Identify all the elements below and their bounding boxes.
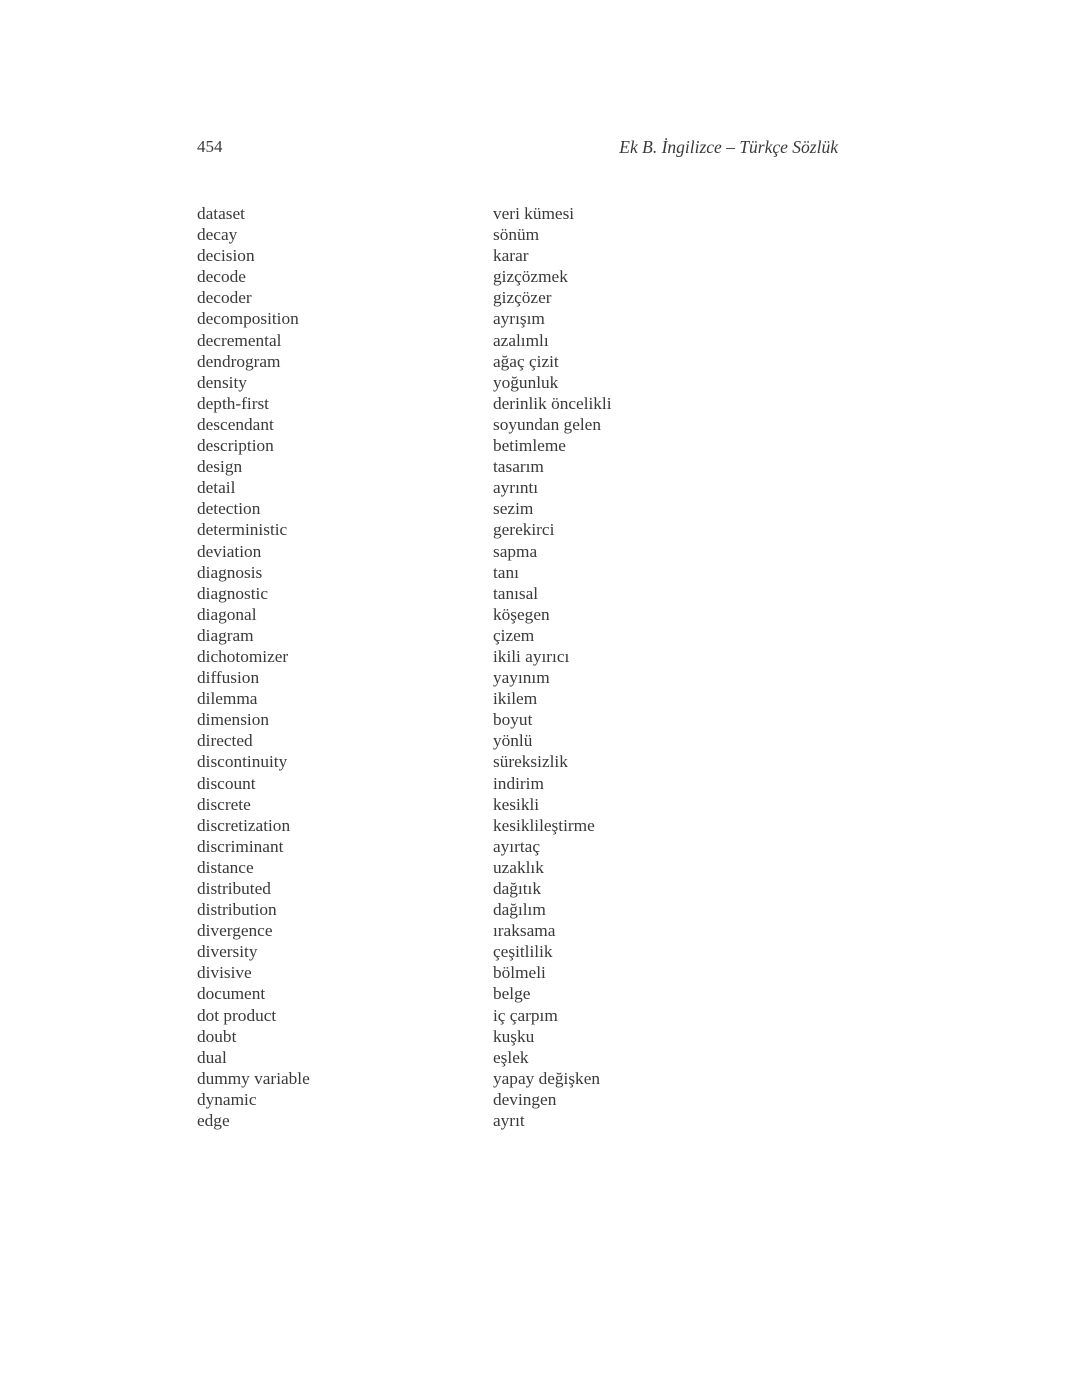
glossary-entry <box>197 688 897 709</box>
english-term: document <box>197 984 266 1004</box>
english-term: edge <box>197 1111 230 1131</box>
turkish-translation: kesiklileştirme <box>493 815 595 835</box>
turkish-translation: köşegen <box>493 604 550 624</box>
glossary-entry <box>197 583 897 604</box>
english-term: depth-first <box>197 393 269 413</box>
turkish-translation: sönüm <box>493 225 540 245</box>
turkish-translation: bölmeli <box>493 963 546 983</box>
glossary-entry <box>197 498 897 519</box>
english-term: discretization <box>197 815 291 835</box>
glossary-entry <box>197 519 897 540</box>
english-term: discontinuity <box>197 752 288 772</box>
turkish-translation: sezim <box>493 499 534 519</box>
turkish-translation: kuşku <box>493 1026 535 1046</box>
turkish-translation: tanısal <box>493 583 539 603</box>
english-term: dummy variable <box>197 1068 310 1088</box>
glossary-entry <box>197 983 897 1004</box>
glossary-entry <box>197 308 897 329</box>
english-term: diversity <box>197 942 258 962</box>
glossary-entry <box>197 224 897 245</box>
english-term: distance <box>197 857 254 877</box>
turkish-translation: derinlik öncelikli <box>493 393 612 413</box>
english-term: decode <box>197 267 246 287</box>
running-header: Ek B. İngilizce – Türkçe Sözlük <box>619 137 838 157</box>
glossary-entry <box>197 330 897 351</box>
glossary-entry <box>197 857 897 878</box>
glossary-entry <box>197 203 897 224</box>
english-term: discriminant <box>197 836 284 856</box>
turkish-translation: kesikli <box>493 794 540 814</box>
english-term: deterministic <box>197 520 288 540</box>
turkish-translation: tanı <box>493 562 519 582</box>
glossary-entry <box>197 266 897 287</box>
glossary-entry <box>197 941 897 962</box>
turkish-translation: karar <box>493 246 529 266</box>
glossary-entry <box>197 751 897 772</box>
english-term: divisive <box>197 963 252 983</box>
english-term: distribution <box>197 900 277 920</box>
turkish-translation: devingen <box>493 1089 557 1109</box>
glossary-list <box>197 203 897 1131</box>
turkish-translation: yoğunluk <box>493 372 559 392</box>
english-term: dilemma <box>197 689 258 709</box>
turkish-translation: betimleme <box>493 436 566 456</box>
glossary-entry <box>197 1047 897 1068</box>
turkish-translation: iç çarpım <box>493 1005 558 1025</box>
english-term: deviation <box>197 541 262 561</box>
glossary-entry <box>197 962 897 983</box>
turkish-translation: yönlü <box>493 731 533 751</box>
glossary-entry <box>197 245 897 266</box>
glossary-entry <box>197 836 897 857</box>
english-term: detection <box>197 499 261 519</box>
glossary-entry <box>197 414 897 435</box>
turkish-translation: ayırtaç <box>493 836 541 856</box>
turkish-translation: dağılım <box>493 900 546 920</box>
turkish-translation: belge <box>493 984 531 1004</box>
glossary-entry <box>197 604 897 625</box>
english-term: description <box>197 436 274 456</box>
glossary-entry <box>197 1005 897 1026</box>
glossary-entry <box>197 773 897 794</box>
english-term: discount <box>197 773 256 793</box>
turkish-translation: gerekirci <box>493 520 555 540</box>
english-term: decision <box>197 246 255 266</box>
english-term: directed <box>197 731 253 751</box>
glossary-entry <box>197 435 897 456</box>
glossary-entry <box>197 541 897 562</box>
english-term: doubt <box>197 1026 237 1046</box>
turkish-translation: ayrışım <box>493 309 545 329</box>
turkish-translation: süreksizlik <box>493 752 568 772</box>
page-number: 454 <box>197 137 223 156</box>
turkish-translation: sapma <box>493 541 538 561</box>
glossary-entry <box>197 625 897 646</box>
glossary-entry <box>197 815 897 836</box>
glossary-entry <box>197 562 897 583</box>
english-term: dot product <box>197 1005 277 1025</box>
glossary-entry <box>197 477 897 498</box>
turkish-translation: soyundan gelen <box>493 414 601 434</box>
glossary-entry <box>197 1068 897 1089</box>
english-term: diagnosis <box>197 562 263 582</box>
turkish-translation: dağıtık <box>493 879 541 898</box>
glossary-entry <box>197 456 897 477</box>
turkish-translation: uzaklık <box>493 857 544 877</box>
turkish-translation: indirim <box>493 773 544 793</box>
english-term: diffusion <box>197 668 260 688</box>
glossary-entry <box>197 878 897 899</box>
english-term: discrete <box>197 794 251 814</box>
english-term: dual <box>197 1047 227 1067</box>
glossary-entry <box>197 920 897 941</box>
turkish-translation: azalımlı <box>493 330 549 350</box>
glossary-entry <box>197 372 897 393</box>
glossary-entry <box>197 287 897 308</box>
english-term: decoder <box>197 288 252 308</box>
glossary-entry <box>197 709 897 730</box>
glossary-entry <box>197 794 897 815</box>
english-term: dichotomizer <box>197 646 289 666</box>
turkish-translation: gizçözer <box>493 288 552 308</box>
turkish-translation: boyut <box>493 710 533 730</box>
turkish-translation: ayrıt <box>493 1111 525 1131</box>
turkish-translation: eşlek <box>493 1047 529 1067</box>
english-term: divergence <box>197 921 273 941</box>
turkish-translation: yapay değişken <box>493 1068 601 1088</box>
glossary-entry <box>197 730 897 751</box>
glossary-entry <box>197 1089 897 1110</box>
turkish-translation: ikili ayırıcı <box>493 646 570 666</box>
english-term: dimension <box>197 710 270 730</box>
english-term: diagram <box>197 625 254 645</box>
turkish-translation: çizem <box>493 625 535 645</box>
english-term: decomposition <box>197 309 299 329</box>
glossary-entry <box>197 351 897 372</box>
turkish-translation: ikilem <box>493 689 538 709</box>
english-term: diagonal <box>197 604 257 624</box>
turkish-translation: yayınım <box>493 668 550 688</box>
turkish-translation: veri kümesi <box>493 204 575 223</box>
glossary-entry <box>197 646 897 667</box>
english-term: design <box>197 457 243 477</box>
english-term: distributed <box>197 879 271 898</box>
english-term: detail <box>197 478 236 498</box>
english-term: dataset <box>197 204 245 223</box>
glossary-entry <box>197 899 897 920</box>
glossary-entry <box>197 667 897 688</box>
english-term: density <box>197 372 247 392</box>
english-term: decay <box>197 225 238 245</box>
english-term: dynamic <box>197 1089 257 1109</box>
turkish-translation: ayrıntı <box>493 478 539 498</box>
english-term: diagnostic <box>197 583 269 603</box>
turkish-translation: gizçözmek <box>493 267 568 287</box>
glossary-entry <box>197 1026 897 1047</box>
glossary-entry <box>197 393 897 414</box>
turkish-translation: ağaç çizit <box>493 351 559 371</box>
glossary-entry <box>197 1110 897 1131</box>
english-term: decremental <box>197 330 282 350</box>
english-term: descendant <box>197 414 274 434</box>
turkish-translation: tasarım <box>493 457 544 477</box>
english-term: dendrogram <box>197 351 281 371</box>
turkish-translation: çeşitlilik <box>493 942 553 962</box>
turkish-translation: ıraksama <box>493 921 556 941</box>
